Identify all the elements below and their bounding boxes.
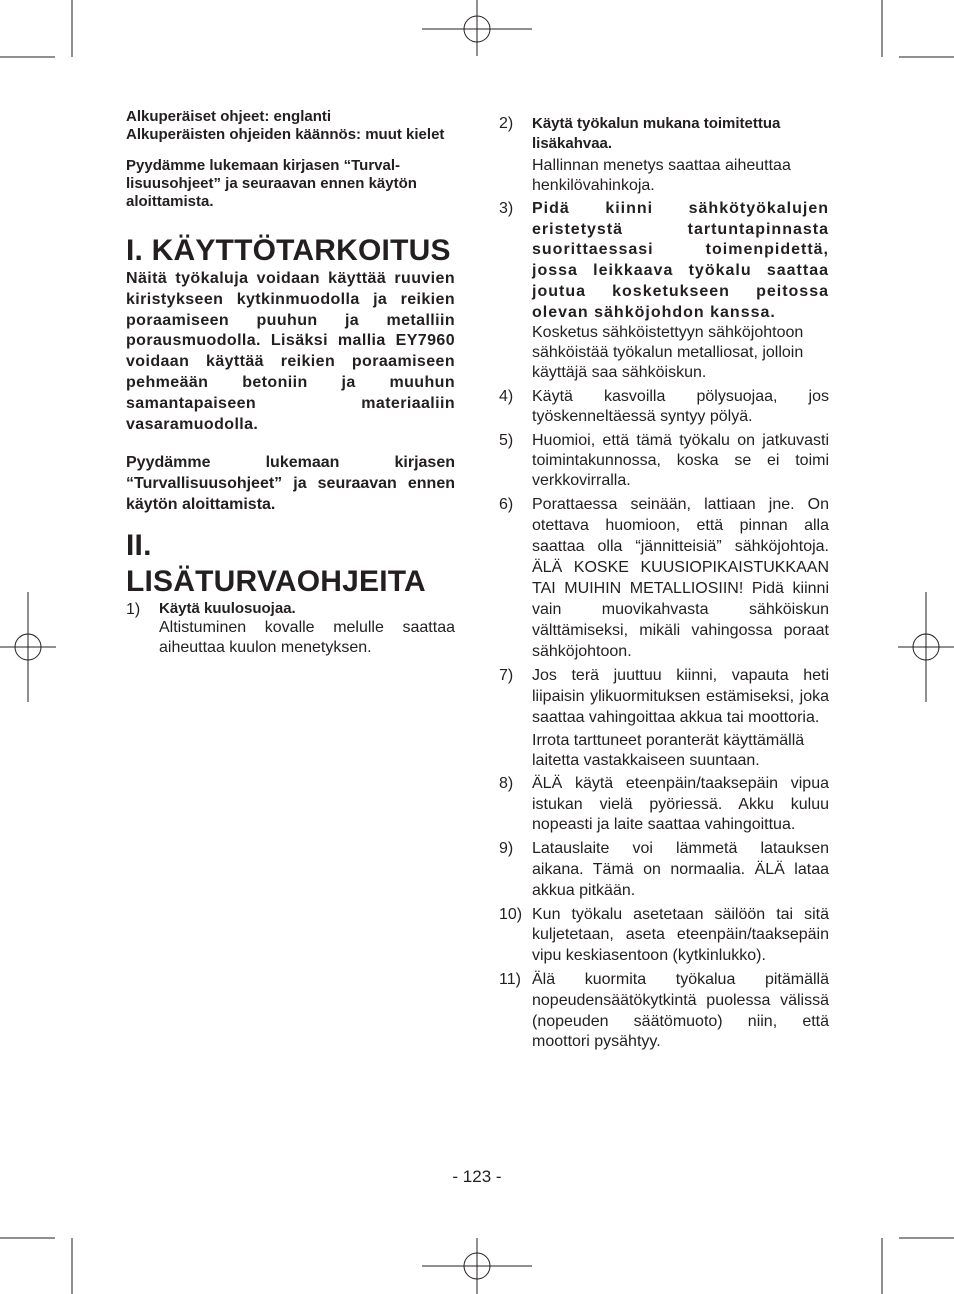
- item-number: 9): [499, 840, 514, 858]
- item-number: 8): [499, 774, 514, 792]
- list-item: [499, 839, 829, 901]
- item-text: Kun työkalu asetetaan säilöön tai sitä kuljetetaan, aseta eteenpäin/taaksepäin vipu keskiasentoon (kytkinlukko).: [532, 905, 829, 965]
- item-number: 7): [499, 667, 514, 685]
- item-text: Porattaessa seinään, lattiaan jne. On otettava huomioon, että pinnan alla saattaa olla “jännitteisiä” sähköjohtoja. ÄLÄ KOSKE KUUSIOPIKAISTUKKAAN TAI MUIHIN METALLIOSIIN! Pidä kiinni vain muovikahvasta sähköiskun välttämiseksi, mikäli vahingossa poraat sähköjohtoon.: [532, 496, 829, 660]
- item-text: ÄLÄ käytä eteenpäin/taaksepäin vipua istukan vielä pyöriessä. Akku kuluu nopeasti ja laite saattaa vahingoittua.: [532, 774, 829, 834]
- item-text: Kosketus sähköistettyyn sähköjohtoon sähköistää työkalun metalliosat, jolloin käyttäjä saa sähköiskun.: [532, 324, 804, 382]
- item-heading: Käytä kuulosuojaa.: [159, 599, 296, 617]
- item-text: Älä kuormita työkalua pitämällä nopeudensäätökytkintä puolessa välissä (nopeuden säätömuoto) niin, että moottori pysähtyy.: [532, 971, 829, 1051]
- purpose-notice: Pyydämme lukemaan kirjasen “Turvallisuusohjeet” ja seuraavan ennen käytön aloittamista.: [126, 454, 455, 513]
- list-item: [126, 600, 455, 658]
- translation-language-line: Alkuperäisten ohjeiden käännös: muut kielet: [126, 126, 445, 143]
- item-text-extra: Irrota tarttuneet poranterät käyttämällä laitetta vastakkaiseen suuntaan.: [532, 731, 805, 769]
- section-title-purpose: I. KÄYTTÖTARKOITUS: [126, 234, 451, 267]
- list-item: [499, 970, 829, 1053]
- list-item: [499, 199, 829, 383]
- item-heading: Pidä kiinni sähkötyökalujen eristetystä tartuntapinnasta suorittaessasi toimenpidettä, jossa leikkaava työkalu saattaa joutua kosketukseen peitossa olevan sähköjohdon kanssa.: [532, 200, 829, 321]
- read-notice: Pyydämme lukemaan kirjasen “Turval-lisuusohjeet” ja seuraavan ennen käytön aloittamista.: [126, 157, 417, 210]
- list-item: [499, 114, 829, 196]
- purpose-body: Näitä työkaluja voidaan käyttää ruuvien kiristykseen kytkinmuodolla ja reikien poraamiseen puuhun ja metalliin porausmuodolla. Lisäksi mallia EY7960 voidaan käyttää reikien poraamiseen pehmeään betoniin ja muuhun samantapaiseen materiaaliin vasaramuodolla.: [126, 270, 455, 433]
- left-column: [126, 108, 455, 658]
- item-number: 11): [499, 971, 521, 989]
- list-item: [499, 774, 829, 836]
- item-number: 3): [499, 200, 514, 217]
- list-item: [499, 495, 829, 662]
- item-number: 2): [499, 115, 514, 132]
- item-number: 1): [126, 600, 141, 618]
- section-title-safety: II. LISÄTURVAOHJEITA: [126, 528, 426, 598]
- item-heading: Käytä työkalun mukana toimitettua lisäkahvaa.: [532, 115, 781, 152]
- item-text: Hallinnan menetys saattaa aiheuttaa henkilövahinkoja.: [532, 157, 791, 194]
- item-number: 10): [499, 905, 523, 923]
- item-number: 6): [499, 496, 514, 514]
- item-text: Latauslaite voi lämmetä latauksen aikana. Tämä on normaalia. ÄLÄ lataa akkua pitkään.: [532, 840, 829, 899]
- item-number: 4): [499, 388, 514, 406]
- item-text: Altistuminen kovalle melulle saattaa aiheuttaa kuulon menetyksen.: [159, 618, 455, 656]
- list-item: [499, 387, 829, 427]
- page-number: - 123 -: [452, 1167, 502, 1186]
- item-text: Jos terä juuttuu kiinni, vapauta heti liipaisin ylikuormituksen estämiseksi, joka saattaa vahingoittaa akkua tai moottoria.: [532, 667, 829, 727]
- list-item: [499, 431, 829, 491]
- original-language-line: Alkuperäiset ohjeet: englanti: [126, 108, 332, 125]
- list-item: [499, 905, 829, 967]
- right-column: [499, 114, 829, 1053]
- item-text: Huomioi, että tämä työkalu on jatkuvasti toimintakunnossa, koska se ei toimi verkkovirralla.: [532, 432, 829, 490]
- item-number: 5): [499, 432, 514, 450]
- item-text: Käytä kasvoilla pölysuojaa, jos työskenneltäessä syntyy pölyä.: [532, 388, 829, 426]
- list-item: [499, 666, 829, 770]
